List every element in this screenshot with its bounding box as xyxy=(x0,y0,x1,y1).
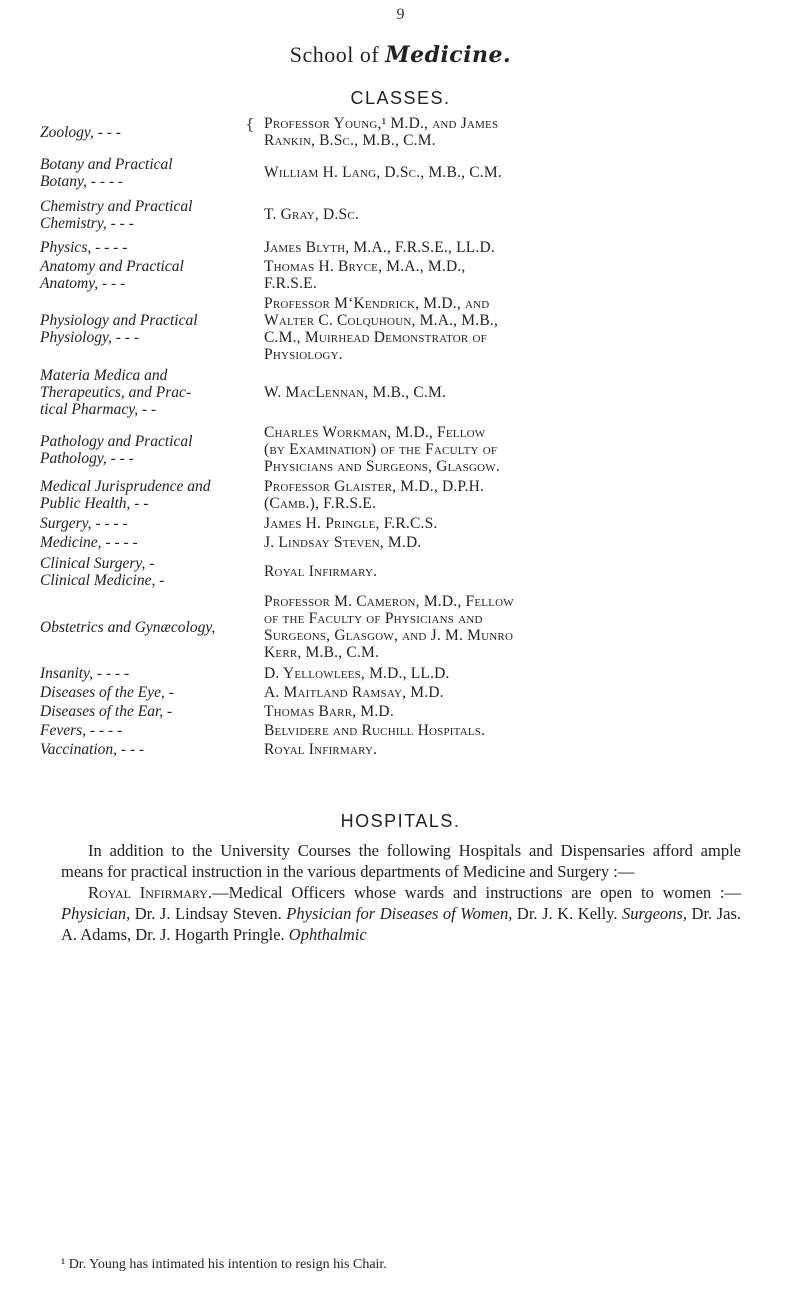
teacher-line: Rankin, B.Sc., M.B., C.M. xyxy=(264,132,436,149)
subject-line: Clinical Surgery, - xyxy=(40,555,155,572)
subject-line: tical Pharmacy, - - xyxy=(40,401,157,418)
teacher-line: Charles Workman, M.D., Fellow xyxy=(264,424,486,441)
teacher-line: Professor Glaister, M.D., D.P.H. xyxy=(264,478,485,495)
subject-line: Chemistry and Practical xyxy=(40,198,193,215)
subject-line: Obstetrics and Gynæcology, xyxy=(40,619,216,636)
hospitals-intro: In addition to the University Courses the following Hospitals and Dispensaries afford ample means for practical instruction in the various departments of Medicine and Surgery :— xyxy=(61,841,741,881)
teacher-line: William H. Lang, D.Sc., M.B., C.M. xyxy=(264,164,502,181)
subject-line: Pathology and Practical xyxy=(40,433,193,450)
hospitals-title: HOSPITALS. xyxy=(340,811,461,831)
hospitals-paragraph xyxy=(61,840,741,945)
name-physician-women: Dr. J. K. Kelly. xyxy=(512,904,618,923)
class-subject xyxy=(40,433,192,467)
subject-line: Therapeutics, and Prac- xyxy=(40,384,192,401)
name-physician: Dr. J. Lindsay Steven. xyxy=(130,904,282,923)
teacher-line: W. MacLennan, M.B., C.M. xyxy=(264,384,447,401)
subject-line: Chemistry, - - - xyxy=(40,215,134,232)
class-subject xyxy=(40,258,184,292)
class-teacher xyxy=(264,295,764,363)
subject-line: Physiology and Practical xyxy=(40,312,198,329)
subject-line: Physiology, - - - xyxy=(40,329,140,346)
class-teacher xyxy=(264,258,764,292)
subject-line: Botany, - - - - xyxy=(40,173,124,190)
subject-line: Physics, - - - - xyxy=(40,239,128,256)
page-heading xyxy=(0,42,801,68)
class-subject xyxy=(40,515,128,532)
class-teacher xyxy=(264,722,764,739)
class-teacher xyxy=(264,665,764,682)
hospital-name: Royal Infirmary. xyxy=(88,883,213,902)
teacher-line: D. Yellowlees, M.D., LL.D. xyxy=(264,665,450,682)
class-subject xyxy=(40,665,129,682)
subject-line: Vaccination, - - - xyxy=(40,741,145,758)
subject-line: Insanity, - - - - xyxy=(40,665,130,682)
class-subject xyxy=(40,312,198,346)
class-teacher xyxy=(264,741,764,758)
hospital-lead: —Medical Officers whose wards and instructions are open to women :— xyxy=(212,883,741,902)
teacher-line: F.R.S.E. xyxy=(264,275,317,292)
heading-prefix: School of xyxy=(289,42,386,67)
teacher-line: J. Lindsay Steven, M.D. xyxy=(264,534,422,551)
class-teacher xyxy=(264,164,764,181)
class-subject xyxy=(40,703,172,720)
subject-line: Botany and Practical xyxy=(40,156,173,173)
class-teacher xyxy=(264,703,764,720)
class-subject xyxy=(40,534,138,551)
subject-line: Medical Jurisprudence and xyxy=(40,478,211,495)
page-number: 9 xyxy=(396,6,405,23)
subject-line: Zoology, - - - xyxy=(40,124,121,141)
brace: { xyxy=(245,115,255,133)
teacher-line: (by Examination) of the Faculty of xyxy=(264,441,498,458)
class-subject xyxy=(40,124,121,141)
class-subject xyxy=(40,741,144,758)
class-subject xyxy=(40,198,192,232)
teacher-line: Royal Infirmary. xyxy=(264,741,378,758)
role-physician-women: Physician for Diseases of Women, xyxy=(286,904,513,923)
teacher-line: C.M., Muirhead Demonstrator of xyxy=(264,329,487,346)
subject-line: Materia Medica and xyxy=(40,367,168,384)
class-teacher xyxy=(264,384,764,401)
role-ophthalmic: Ophthalmic xyxy=(288,925,367,944)
class-teacher xyxy=(264,515,764,532)
role-surgeons: Surgeons, xyxy=(622,904,687,923)
subject-line: Anatomy and Practical xyxy=(40,258,184,275)
subject-line: Diseases of the Ear, - xyxy=(40,703,173,720)
subject-line: Medicine, - - - - xyxy=(40,534,138,551)
classes-title: CLASSES. xyxy=(350,88,451,108)
class-teacher xyxy=(264,684,764,701)
subject-line: Anatomy, - - - xyxy=(40,275,126,292)
class-subject xyxy=(40,722,122,739)
heading-blackletter: Medicine. xyxy=(385,42,512,68)
subject-line: Clinical Medicine, - xyxy=(40,572,165,589)
teacher-line: Kerr, M.B., C.M. xyxy=(264,644,380,661)
teacher-line: James H. Pringle, F.R.C.S. xyxy=(264,515,438,532)
teacher-line: Professor M‘Kendrick, M.D., and xyxy=(264,295,490,312)
class-subject xyxy=(40,478,210,512)
class-teacher xyxy=(264,593,764,661)
teacher-line: Physiology. xyxy=(264,346,343,363)
footnote: ¹ Dr. Young has intimated his intention to resign his Chair. xyxy=(61,1257,387,1272)
class-teacher xyxy=(264,424,764,475)
class-teacher xyxy=(264,534,764,551)
subject-line: Pathology, - - - xyxy=(40,450,134,467)
role-physician: Physician, xyxy=(61,904,131,923)
teacher-line: Thomas Barr, M.D. xyxy=(264,703,394,720)
teacher-line: Royal Infirmary. xyxy=(264,563,378,580)
subject-line: Public Health, - - xyxy=(40,495,149,512)
class-teacher xyxy=(264,239,764,256)
name-surgeons: Dr. Jas. A. Adams, Dr. J. Hogarth Pringle. xyxy=(61,904,741,944)
teacher-line: Professor Young,¹ M.D., and James xyxy=(264,115,499,132)
teacher-line: James Blyth, M.A., F.R.S.E., LL.D. xyxy=(264,239,495,256)
class-teacher xyxy=(264,478,764,512)
class-subject xyxy=(40,619,215,636)
subject-line: Surgery, - - - - xyxy=(40,515,128,532)
subject-line: Fevers, - - - - xyxy=(40,722,123,739)
subject-line: Diseases of the Eye, - xyxy=(40,684,174,701)
class-teacher xyxy=(264,115,764,149)
teacher-line: T. Gray, D.Sc. xyxy=(264,206,359,223)
class-teacher xyxy=(264,563,764,580)
teacher-line: Belvidere and Ruchill Hospitals. xyxy=(264,722,486,739)
class-teacher xyxy=(264,206,764,223)
teacher-line: Physicians and Surgeons, Glasgow. xyxy=(264,458,500,475)
teacher-line: Surgeons, Glasgow, and J. M. Munro xyxy=(264,627,514,644)
teacher-line: of the Faculty of Physicians and xyxy=(264,610,483,627)
teacher-line: Thomas H. Bryce, M.A., M.D., xyxy=(264,258,466,275)
class-subject xyxy=(40,156,173,190)
class-subject xyxy=(40,239,127,256)
class-subject xyxy=(40,684,174,701)
class-subject xyxy=(40,555,164,589)
teacher-line: (Camb.), F.R.S.E. xyxy=(264,495,377,512)
teacher-line: A. Maitland Ramsay, M.D. xyxy=(264,684,444,701)
teacher-line: Professor M. Cameron, M.D., Fellow xyxy=(264,593,514,610)
teacher-line: Walter C. Colquhoun, M.A., M.B., xyxy=(264,312,499,329)
class-subject xyxy=(40,367,191,418)
